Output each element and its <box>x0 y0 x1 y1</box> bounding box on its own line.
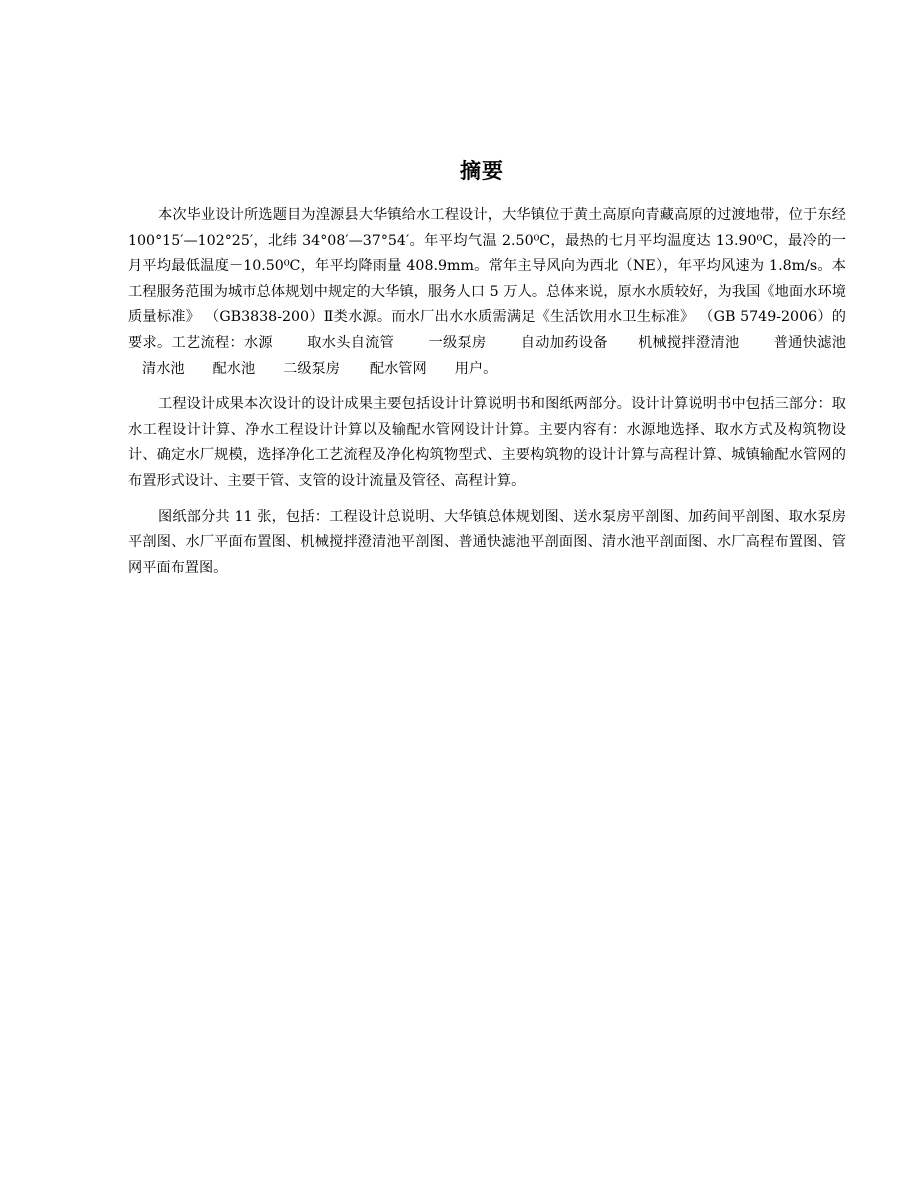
flow-step: 机械搅拌澄清池 <box>637 334 740 351</box>
flow-step: 自动加药设备 <box>520 334 608 351</box>
flow-step: 普通快滤池 <box>773 334 846 351</box>
flow-step: 取水头自流管 <box>306 334 395 351</box>
paragraph-drawings: 图纸部分共 11 张，包括：工程设计总说明、大华镇总体规划图、送水泵房平剖图、加药间平剖图、取水泵房平剖图、水厂平面布置图、机械搅拌澄清池平剖图、普通快滤池平剖面图、清水池平剖面图、水厂高程布置图、管网平面布置图。 <box>128 508 846 576</box>
flow-step: 配水池 <box>212 360 256 377</box>
paragraph-design-results: 工程设计成果本次设计的设计成果主要包括设计计算说明书和图纸两部分。设计计算说明书中包括三部分：取水工程设计计算、净水工程设计计算以及输配水管网设计计算。主要内容有：水源地选择、取水方式及构筑物设计、确定水厂规模，选择净化工艺流程及净化构筑物型式、主要构筑物的设计计算与高程计算、城镇输配水管网的布置形式设计、主要干管、支管的设计流量及管径、高程计算。 <box>128 396 846 489</box>
paragraph-intro <box>128 203 846 382</box>
document-body <box>128 203 846 591</box>
page-title: 摘要 <box>460 159 504 183</box>
flow-step: 水源 <box>243 334 273 351</box>
flow-step: 一级泵房 <box>428 334 487 351</box>
flow-step: 二级泵房 <box>283 360 340 377</box>
paragraph-intro-text: 本次毕业设计所选题目为湟源县大华镇给水工程设计，大华镇位于黄土高原向青藏高原的过渡地带，位于东经 100°15′—102°25′，北纬 34°08′—37°54′。年平均气温 2.50⁰C，最热的七月平均温度达 13.90⁰C，最冷的一月平均最低温度－10.50⁰C，年平均降雨量 408.9mm。常年主导风向为西北（NE），年平均风速为 1.8m/s。本工程服务范围为城市总体规划中规定的大华镇，服务人口 5 万人。总体来说，原水水质较好，为我国《地面水环境质量标准》 （GB3838-200）Ⅱ类水源。而水厂出水水质需满足《生活饮用水卫生标准》 （GB 5749-2006）的要求。工艺流程： <box>128 207 846 351</box>
flow-step: 用户。 <box>454 360 498 377</box>
flow-step: 配水管网 <box>369 360 427 377</box>
flow-step: 清水池 <box>142 360 185 377</box>
